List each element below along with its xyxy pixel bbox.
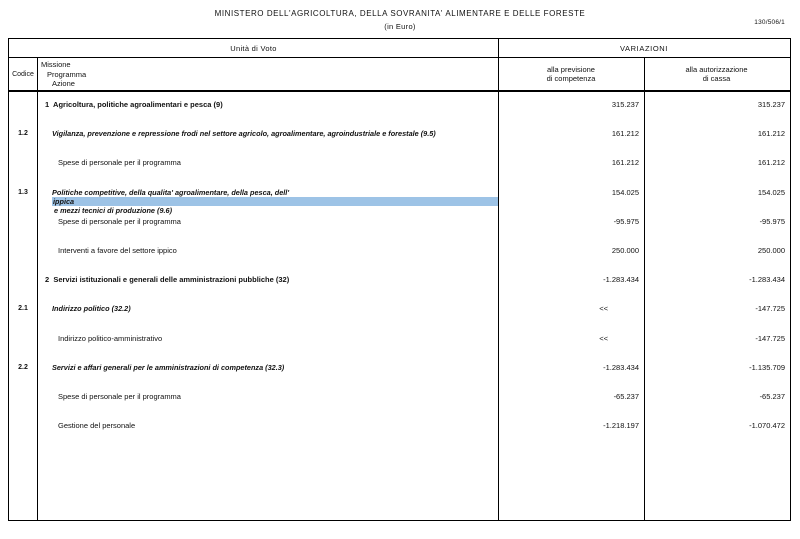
header-previsione-line1: alla previsione [547,64,595,74]
value-previsione-competenza: -1.283.434 [603,362,639,372]
value-autorizzazione-cassa: 161.212 [757,129,785,139]
row-description: Indirizzo politico-amministrativo [58,333,163,343]
table-body [9,92,790,520]
value-previsione-competenza: 250.000 [611,245,639,255]
header-autorizzazione-cassa [644,58,789,90]
header-variazioni: VARIAZIONI [620,43,668,53]
value-autorizzazione-cassa: -1.070.472 [749,421,785,431]
row-description: Servizi e affari generali per le amministrazioni di competenza (32.3) [52,362,285,372]
value-autorizzazione-cassa: 161.212 [757,158,785,168]
row-description: Spese di personale per il programma [58,158,181,168]
row-code: 1.3 [18,188,28,196]
value-autorizzazione-cassa: 154.025 [757,187,785,197]
table-row [9,384,790,413]
value-previsione-competenza: << [599,304,608,314]
table-row [9,180,790,215]
value-previsione-competenza: 315.237 [611,100,639,109]
value-autorizzazione-cassa: -1.135.709 [749,362,785,372]
row-description: 2 Servizi istituzionali e generali delle amministrazioni pubbliche (32) [45,275,290,285]
header-codice: Codice [12,70,34,78]
header-azione: Azione [52,79,75,88]
header-cassa-line1: alla autorizzazione [685,64,748,74]
table-header-row-1 [9,39,790,57]
table-row [9,267,790,296]
row-description: Spese di personale per il programma [58,216,181,226]
row-code: 1.2 [18,130,28,138]
value-previsione-competenza: -95.975 [613,216,639,226]
sheet-reference: 130/506/1 [754,19,785,26]
table-row [9,355,790,384]
table-header-row-2 [9,58,790,90]
header-cassa-line2: di cassa [702,74,731,83]
value-previsione-competenza: -1.283.434 [603,275,639,285]
header-previsione-line2: di competenza [546,74,596,83]
value-previsione-competenza: -65.237 [613,391,639,401]
search-highlight: ippica [52,197,498,206]
value-previsione-competenza: 161.212 [611,158,639,168]
values-column-line [644,57,645,520]
row-description: 1 Agricoltura, politiche agroalimentari e pesca (9) [45,100,223,109]
table-row [9,238,790,267]
value-autorizzazione-cassa: -95.975 [759,216,785,226]
header-programma: Programma [47,69,87,79]
header-bottom-line [9,90,790,92]
row-description: Spese di personale per il programma [58,391,181,401]
table-row [9,121,790,150]
currency-note: (in Euro) [384,22,416,31]
header-unita-di-voto: Unità di Voto [230,43,277,53]
row-description: Interventi a favore del settore ippico [58,245,177,255]
description-column-line [498,39,499,520]
codice-column-line [37,57,38,520]
header-divider-line [9,57,790,58]
value-autorizzazione-cassa: -147.725 [755,304,785,314]
row-code: 2.2 [18,363,28,371]
value-previsione-competenza: << [599,333,608,343]
value-autorizzazione-cassa: -147.725 [755,333,785,343]
header-missione-programma-azione [37,58,498,90]
row-description: Vigilanza, prevenzione e repressione frodi nel settore agricolo, agroalimentare, agroindustriale e forestale (9.5) [52,129,436,139]
row-code: 2.1 [18,305,28,313]
value-previsione-competenza: 154.025 [611,187,639,197]
header-previsione-competenza [498,58,644,90]
table-row [9,92,790,121]
value-autorizzazione-cassa: -65.237 [759,391,785,401]
page-title: MINISTERO DELL'AGRICOLTURA, DELLA SOVRANITA' ALIMENTARE E DELLE FORESTE [214,9,586,18]
value-autorizzazione-cassa: 250.000 [757,245,785,255]
value-autorizzazione-cassa: -1.283.434 [749,275,785,285]
budget-table [8,38,791,521]
row-description: Indirizzo politico (32.2) [52,304,131,314]
row-description: Politiche competitive, della qualita' agroalimentare, della pesca, dell' ippica e mezzi tecnici di produzione (9.6) [37,188,498,215]
table-row [9,296,790,325]
value-autorizzazione-cassa: 315.237 [757,100,785,109]
table-row [9,413,790,442]
table-row [9,326,790,355]
value-previsione-competenza: -1.218.197 [603,421,639,431]
row-description: Gestione del personale [58,421,136,431]
value-previsione-competenza: 161.212 [611,129,639,139]
table-row [9,150,790,179]
header-missione: Missione [41,60,71,69]
